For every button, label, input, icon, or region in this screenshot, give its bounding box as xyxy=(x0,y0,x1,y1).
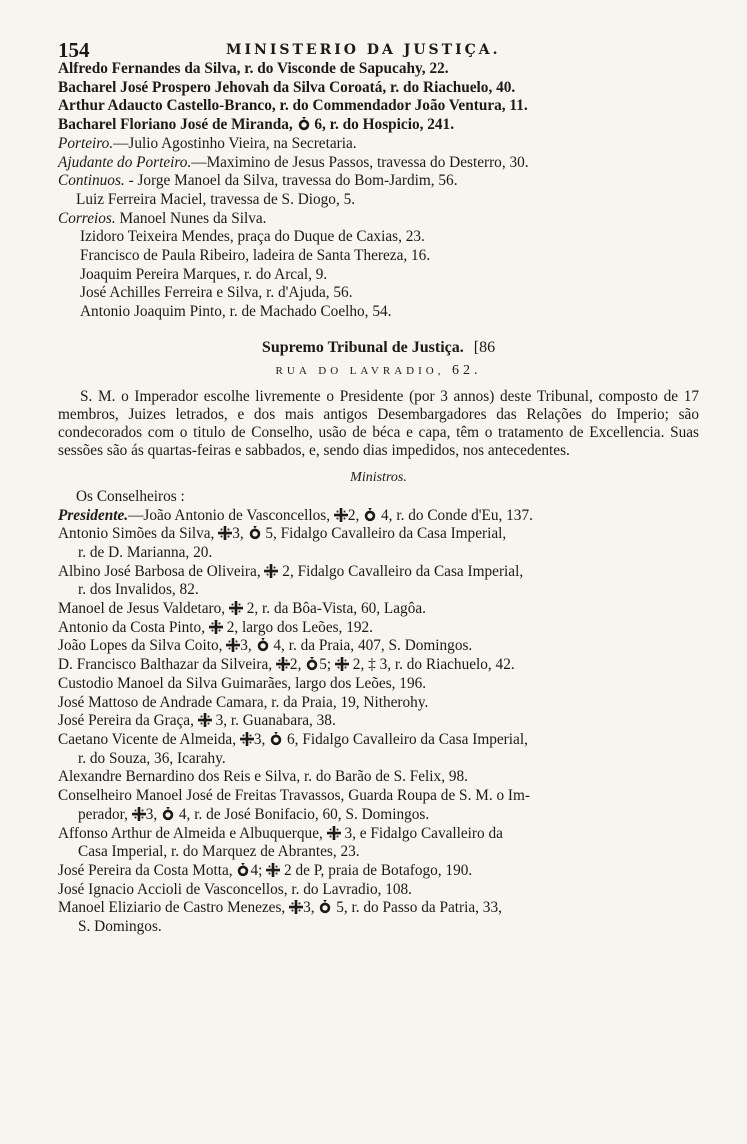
cross-order-icon xyxy=(334,508,348,522)
list-item: João Lopes da Silva Coito, 3, 4, r. da Praia, 407, S. Domingos. xyxy=(58,637,473,655)
ministry-staff-list xyxy=(58,60,699,135)
ministros-heading: Ministros. xyxy=(350,469,407,485)
list-item: Arthur Adaucto Castello-Branco, r. do Commendador João Ventura, 11. xyxy=(58,97,528,115)
list-item: Antonio da Costa Pinto, 2, largo dos Leões, 192. xyxy=(58,618,373,636)
cross-order-icon xyxy=(276,657,290,671)
list-item: Affonso Arthur de Almeida e Albuquerque, 3, e Fidalgo Cavalleiro da xyxy=(58,824,503,842)
tribunal-description: S. M. o Imperador escolhe livremente o Presidente (por 3 annos) deste Tribunal, composto de 17 membros, Juizes letrados, e dos mais antigos Desembargadores das Relações do Imperio; são condecorados com o titulo de Conselho, usão de béca e capa, têm o tratamento de Excellencia. Suas sessões são ás quartas-feiras e sabbados, e, sendo dias impedidos, nos antecedentes. xyxy=(58,387,699,459)
cross-order-icon xyxy=(226,638,240,652)
cross-order-icon xyxy=(266,863,280,877)
list-item: Alfredo Fernandes da Silva, r. do Visconde de Sapucahy, 22. xyxy=(58,60,449,77)
list-item: Antonio Simões da Silva, 3, 5, Fidalgo Cavalleiro da Casa Imperial, xyxy=(58,525,507,543)
list-item: Caetano Vicente de Almeida, 3, 6, Fidalgo Cavalleiro da Casa Imperial, xyxy=(58,730,528,748)
list-item: José Pereira da Graça, 3, r. Guanabara, 38. xyxy=(58,712,336,730)
list-item: r. dos Invalidos, 82. xyxy=(78,581,199,599)
list-item: Bacharel Floriano José de Miranda, 6, r. do Hospicio, 241. xyxy=(58,116,455,134)
cross-order-icon xyxy=(327,826,341,840)
rose-order-icon xyxy=(256,638,270,652)
rose-order-icon xyxy=(297,117,311,131)
list-item: Izidoro Teixeira Mendes, praça do Duque de Caxias, 23. xyxy=(80,228,425,246)
porteiro-entry: Porteiro.—Julio Agostinho Vieira, na Secretaria. xyxy=(58,134,357,152)
list-item: José Mattoso de Andrade Camara, r. da Praia, 19, Nitherohy. xyxy=(58,693,429,711)
cross-order-icon xyxy=(335,657,349,671)
list-item: Alexandre Bernardino dos Reis e Silva, r. do Barão de S. Felix, 98. xyxy=(58,768,468,786)
rose-order-icon xyxy=(161,807,175,821)
list-item: Bacharel José Prospero Jehovah da Silva Coroatá, r. do Riachuelo, 40. xyxy=(58,78,516,96)
list-item: D. Francisco Balthazar da Silveira, 2, 5; 2, ‡ 3, r. do Riachuelo, 42. xyxy=(58,656,515,674)
rose-order-icon xyxy=(248,526,262,540)
cross-order-icon xyxy=(209,620,223,634)
list-item: Manoel de Jesus Valdetaro, 2, r. da Bôa-Vista, 60, Lagôa. xyxy=(58,600,426,618)
cross-order-icon xyxy=(198,713,212,727)
list-item: José Pereira da Costa Motta, 4; 2 de P, praia de Botafogo, 190. xyxy=(58,861,473,879)
running-title: MINISTERIO DA JUSTIÇA. xyxy=(226,42,501,58)
cross-order-icon xyxy=(289,900,303,914)
cross-order-icon xyxy=(132,807,146,821)
continuos-entry: Continuos. - Jorge Manoel da Silva, travessa do Bom-Jardim, 56. xyxy=(58,172,458,190)
list-item: S. Domingos. xyxy=(78,918,162,936)
ajudante-entry: Ajudante do Porteiro.—Maximino de Jesus Passos, travessa do Desterro, 30. xyxy=(58,153,529,171)
list-item: Manoel Eliziario de Castro Menezes, 3, 5, r. do Passo da Patria, 33, xyxy=(58,899,502,917)
page-number: 154 xyxy=(58,38,90,62)
correios-entry: Correios. Manoel Nunes da Silva. xyxy=(58,209,267,227)
list-item: Presidente.—João Antonio de Vasconcellos, 2, 4, r. do Conde d'Eu, 137. xyxy=(58,506,533,524)
cross-order-icon xyxy=(240,732,254,746)
conselheiros-intro: Os Conselheiros : xyxy=(76,487,185,505)
rose-order-icon xyxy=(363,508,377,522)
list-item: Casa Imperial, r. do Marquez de Abrantes, 23. xyxy=(78,843,360,861)
cross-order-icon xyxy=(264,564,278,578)
list-item: r. do Souza, 36, Icarahy. xyxy=(78,749,226,767)
rose-order-icon xyxy=(236,863,250,877)
list-item: Albino José Barbosa de Oliveira, 2, Fidalgo Cavalleiro da Casa Imperial, xyxy=(58,562,524,580)
list-item: r. de D. Marianna, 20. xyxy=(78,543,213,561)
rose-order-icon xyxy=(318,900,332,914)
list-item: Joaquim Pereira Marques, r. do Arcal, 9. xyxy=(80,265,328,283)
page-header xyxy=(58,30,699,60)
rose-order-icon xyxy=(305,657,319,671)
tribunal-address: RUA DO LAVRADIO, 62. xyxy=(275,362,482,378)
list-item: Luiz Ferreira Maciel, travessa de S. Diogo, 5. xyxy=(76,190,356,208)
ministros-list xyxy=(58,507,699,937)
list-item: perador, 3, 4, r. de José Bonifacio, 60, S. Domingos. xyxy=(78,805,430,823)
list-item: Custodio Manoel da Silva Guimarães, largo dos Leões, 196. xyxy=(58,674,427,692)
list-item: José Ignacio Accioli de Vasconcellos, r. do Lavradio, 108. xyxy=(58,880,413,898)
cross-order-icon xyxy=(218,526,232,540)
rose-order-icon xyxy=(269,732,283,746)
list-item: Conselheiro Manoel José de Freitas Travassos, Guarda Roupa de S. M. o Im- xyxy=(58,787,531,805)
list-item: Antonio Joaquim Pinto, r. de Machado Coelho, 54. xyxy=(80,303,392,321)
cross-order-icon xyxy=(229,601,243,615)
section-title: Supremo Tribunal de Justiça. [86 xyxy=(261,338,496,356)
list-item: Francisco de Paula Ribeiro, ladeira de Santa Thereza, 16. xyxy=(80,247,431,265)
list-item: José Achilles Ferreira e Silva, r. d'Ajuda, 56. xyxy=(80,284,353,302)
